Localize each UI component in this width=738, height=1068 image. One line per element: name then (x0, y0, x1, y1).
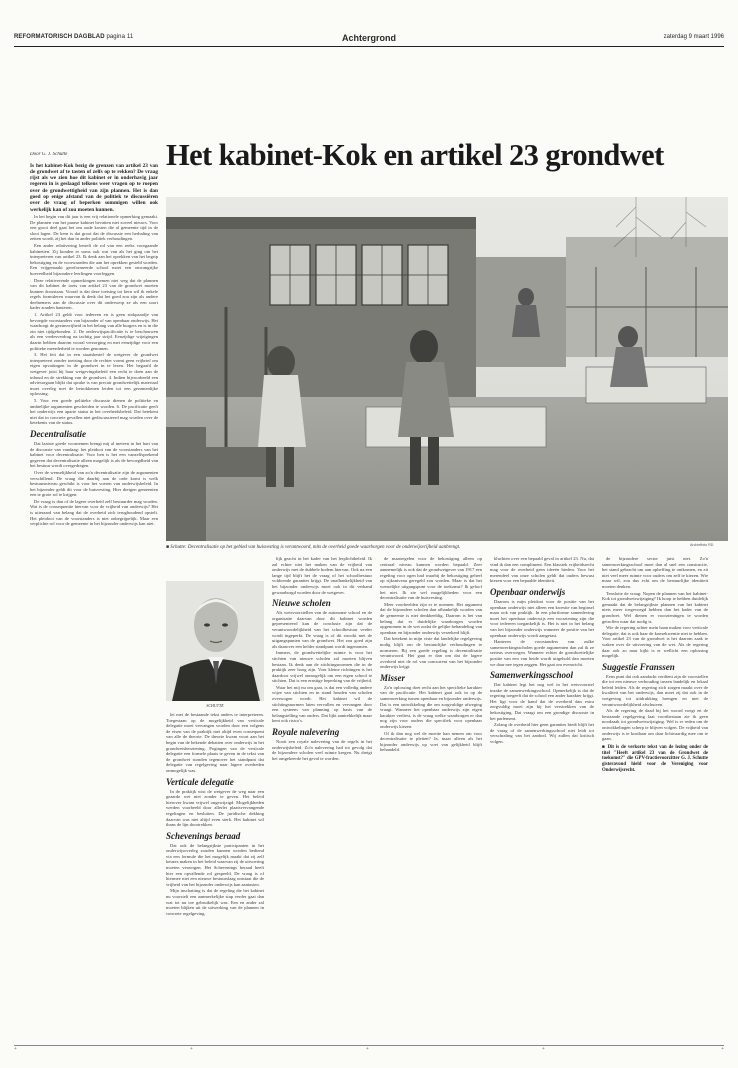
portrait-photo (166, 581, 264, 701)
paragraph: Als wetsvoorstellen van de autonome school en de organisatie daarvan door dit kabinet worden gepresenteerd kan de conclusie zijn dat de verantwoordelijkheid van het schoolbestuur verder wordt ingeperkt. De vraag is of dit strookt met de uitgangspunten van de grondwet. Het zou goed zijn als daarover een helder standpunt wordt ingenomen. (272, 610, 372, 649)
paragraph: In het begin van dit jaar is een vrij relationele opmerking gemaakt. De plannen van het paarse kabinet bevatten niet zoveel nieuws. Voor een groot deel gaat het om oude kosten die al gemeente tijd in de sloot lagen. De kern is dat groot dat de discussie een herhaling van zetten wordt, zij het dan in ander politiek verhoudingen. (30, 213, 158, 242)
subhead-nieuwe: Nieuwe scholen (272, 598, 331, 609)
paragraph: Zo'n oplossing doet recht aan het specifieke karakter van de pacificatie. Het kabinet gaat ook in op de samenwerking tussen openbaar en bijzonder onderwijs. Dat is een ontwikkeling die om zorgvuldige afweging vraagt. Wanneer het openbaar onderwijs zijn eigen karakter verliest, is de vraag welke waarborgen er dan nog zijn voor ouders die specifiek voor openbaar onderwijs kiezen. (380, 684, 482, 730)
column-5 (490, 556, 594, 1040)
masthead-rule (14, 46, 724, 47)
photo-caption: ■ Schutte: Decentralisatie op het gebied van huisvesting is verantwoord, mits de overheid goede waarborgen voor de onderwijsvrijheid aanbrengt. (166, 545, 461, 550)
subhead-decentralisatie: Decentralisatie (30, 428, 86, 439)
article-headline: Het kabinet-Kok en artikel 23 grondwet (166, 138, 664, 172)
paragraph: Daarom is mijn pleidooi voor de positie van het openbaar onderwijs niet alleen een kwestie van beginsel maar ook van praktijk. In een pluriforme samenleving moet het openbaar onderwijs een voorziening zijn die voor iedereen toegankelijk is. Het is niet in het belang van het bijzonder onderwijs wanneer de positie van het openbaar onderwijs wordt aangetast. (490, 598, 594, 638)
photo-credit: Archieffoto RD (690, 543, 714, 547)
page-number: pagina 11 (106, 34, 134, 40)
footer-rule (14, 1045, 724, 1046)
paragraph: 5. Voor een goede politieke discussie dienen de politieke en ambtelijke argumenten gescheiden te worden. 6. De pacificatie geeft het onderwijs een aparte status in het overheidsbeleid. Dat betekent niet dat in concrete gevallen niet gediscussieerd mag worden over de betekenis van de status. (30, 397, 158, 426)
paragraph: 3. Het feit dat in een staatsbestel de wetgever de grondwet interpreteert zonder toetsing door de rechter vormt geen vrijbrief om eigen opvattingen in de grondwet in te lezen. Het begaafd de wetgever juist bij haar wetgevingsbeleid een recht te doen aan de inhoud en de strekking van de grondwet. 4. Indien bijvoorbeeld een adviesorgaan blijkt dat sprake is van precair grondwettelijk materiaal moet overleg met de betrokkenen leiden tot een gezamenlijke oplossing. (30, 352, 158, 397)
registration-mark: + (190, 1047, 193, 1052)
registration-mark: + (366, 1047, 369, 1052)
paragraph: de bijzondere sector juist niet. Zo'n samenwerkingsschool moet dan al snel een constructie, het stand gebracht om aan opheffing te ontkomen, en zit niet veel meer ruimte voor ouders om zelf te kiezen. Wie maar wil, zou dus echt om de bestuurlijke identiteit moeten denken. (602, 556, 708, 589)
paragraph: Een ander relativering betreft de rol van een reeks voorgaande kabinetten. Zij konden er soms ook wat van als het ging om het interpreteren van artikel 23. Ik denk aan het oprekken van het begrip bekostiging en de voorwaarden die aan het oprekken gesteld worden. Een vrijgemaakt gereformeerde school moet een omvangrijke hoeveelheid bijzondere leerlingen voorleggen. (30, 242, 158, 276)
paragraph: In de praktijk wist de wetgever de weg naar een geaarde wet niet zonder te geven. Het beleid hierover kwam vrijwel ongewijzigd. Mogelijkheden werden voorbeeld door allerlei plaatsvervangende regelingen en besluiten. De juridische dekking daarvan was niet altijd even sterk. Het kabinet wil thans de lijn doortrekken. (166, 788, 264, 828)
registration-mark: + (542, 1047, 545, 1052)
subhead-verticale: Verticale delegatie (166, 776, 234, 787)
paragraph: 1. Artikel 23 geldt voor iedereen en is geen stokpaardje van bevoegde voorstanders van bijzonder of van openbaar onderwijs. Het waarborgt de gezinsvrijheid in het belang van alle burgers en is in die zin niet tijdgebonden. 2. De onderwijspacificatie is te beschouwen als een vredesverdrag na tachtig jaar strijd. Eenzijdige wijzigingen daarin hebben daarom vooral verzorging en met eenzijdige voor een politieke meerderheid te worden genomen. (30, 312, 158, 351)
subhead-royale: Royale nalevering (272, 727, 340, 738)
paragraph: Tenslotte de vraag: Nopen de plannen van het kabinet-Kok tot grondwetswijziging? Ik hoop te hebben duidelijk gemaakt dat de belangrijkste plannen van het kabinet niets meer toegevoegd hebben dan het kader van de grondwet. Wel dienen er voorzieningen te worden getroffen waar dat nodig is. (602, 590, 708, 624)
paragraph: Mijn inschatting is dat de regeling die het kabinet nu voorstelt een aanmerkelijke stap verder gaat dan wat tot nu toe gebruikelijk was. Een en ander zal moeten blijken uit de uitwerking van de plannen in concrete regelgeving. (166, 888, 264, 916)
paper-name: REFORMATORISCH DAGBLAD pagina 11 (14, 34, 134, 40)
schoolyard-photo (166, 197, 728, 541)
paragraph: Dat betekent in mijn visie dat landelijke regelgeving nodig blijft om de bestuurlijke verhoudingen te normeren. Bij een goede regeling is decentralisatie verantwoord. Het gaat er dan om dat de lagere overheid niet de rol van concurrent van het bijzonder onderwijs krijgt. (380, 636, 482, 670)
subhead-schevenings: Schevenings beraad (166, 830, 241, 841)
masthead (14, 34, 724, 46)
paragraph: De vraag is dan of de lagere overheid zelf bestuurder mag worden. Wat is de consequentie hiervan voor de vrijheid van onderwijs? Het is uiteraard van belang dat de overheid zich terughoudend opstelt. Het pleidooi van de voorstanders is niet onbegrijpelijk. Maar een verplichte rol voor de gemeente in het bijzonder onderwijs kan niet. (30, 498, 158, 527)
column-2 (166, 712, 264, 1040)
paragraph: lijk geacht in het kader van het lerplichtbeleid. Ik zal echter niet het maken van de vrijheid van onderwijs met de dubbele bodem hiervan. Ook na een lange tijd blijft het de vraag of het schoolbestuur voldoende garanties krijgt. De onafhankelijkheid van het bijzonder onderwijs moet ook in dit verband gewaarborgd worden door de wetgever. (272, 556, 372, 595)
subhead-samenwerking: Samenwerkingsschool (490, 670, 574, 681)
registration-mark: + (721, 1047, 724, 1052)
column-6 (602, 556, 708, 1040)
paragraph: Over de wenselijkheid van zo'n decentralisatie zijn de argumenten verschillend. De vraag die daarbij aan de orde komt is welk bestuursniveau geschikt is voor het voeren van onderwijsbeleid. In het bijzonder geldt dit voor de huisvesting. Hier dreigen gemeenten een te grote rol te krijgen. (30, 469, 158, 498)
paragraph: let met de bestaande tekst anders te interpreteren. Toegestaan op de mogelijkheid van verticale delegatie moet vervangen worden door een volgens de eisen van de praktijk met altijd even consequent van alle de theorie. De theorie kwam voort aan het begin van de bekende debatten over onderwijs in het grondwetsherziening. Pogingen van de verticale delegatie een formele plaats te geven in de tekst van de grondwet stonden tegenover het standpunt dat delegatie van regelgeving naar lagere overheden onmogelijk was. (166, 712, 264, 773)
registration-mark: + (14, 1047, 17, 1052)
paragraph: Meer voorbeelden zijn er te noemen. Het argument dat de bijzondere scholen dan afhankelijk worden van de gemeente is niet denkbeeldig. Daarom is het van belang dat er duidelijke waarborgen worden opgenomen in de wet zodat de gelijke behandeling van openbaar en bijzonder onderwijs verzekerd blijft. (380, 601, 482, 635)
paragraph: Nooit een royale nalevering van de regels in het onderwijsbeleid. Zo'n nalevering had tot gevolg dat de bijzondere scholen veel ruimte kregen. Nu dreigt het omgekeerde het geval te worden. (272, 739, 372, 761)
paragraph: Dat laatste goede voornemen brengt mij al meteen in het hart van de discussie van vandaag: het pleidooi van de voorstanders van het kabinet voor decentralisatie. Voor hen is het een vanzelfsprekend gegeven dat decentralisatie alleen mogelijk is als de bevoegdheid van het bestuur wordt overgedragen. (30, 440, 158, 469)
column-1 (30, 152, 158, 1040)
paragraph: Dat ook de belangrijkste participanten in het onderwijsoverleg zouden kunnen worden bediend via een formule die het mogelijk maakt dat zij zelf keuzes maken in het beleid waarvan zij de uitvoering moeten verzorgen. Het Schevenings beraad heeft hier een opvallende rol gespeeld. De vraag is of hiermee niet een nieuwe bestuurslaag ontstaat die de vrijheid van het bijzonder onderwijs kan aantasten. (166, 842, 264, 887)
subhead-franssen: Suggestie Franssen (602, 661, 675, 672)
paragraph: Wie de regering achter mein baan maken voor verticale delegatie, dat is ook haar de konsekwentie niet te hebben. Voor artikel 23 van de grondwet is het daarom zaak te waken over de uitvoering van de wet. Als de regering daar ook zo naar kijkt is er wellicht een oplossing mogelijk. (602, 625, 708, 659)
paragraph: kluchten over een bepaald geval in artikel 23. Nu, dat vind ik dan een compliment. Een klassiek vrijheidsrecht mag voor de overheid geen ideeën bieden. Voor het merendeel van onze scholen geldt dat ouders bewust kiezen voor een bepaalde identiteit. (490, 556, 594, 584)
paragraph: Als de regering de daad bij het woord voegt en de bestaande regelgeving laat voortbestaan zie ik geen noodzaak tot grondwetswijziging. Wel is er reden om de ontwikkelingen scherp te blijven volgen. De vrijheid van onderwijs is te kostbaar om daar lichtvaardig mee om te gaan. (602, 708, 708, 742)
paragraph: Zolang de overheid hier geen garanties biedt blijft het de vraag of de samenwerkingsschool niet leidt tot verschraling van het aanbod. Wij zullen dat kritisch volgen. (490, 722, 594, 745)
paragraph: Immers, de grondwettelijke ruimte is voor het stichten van nieuwe scholen zal moeten blijven bestaan. Ik denk aan de stichtingsnormen die in de praktijk zeer hoog zijn. Voor kleine richtingen is het daardoor vrijwel onmogelijk om een eigen school te stichten. Dat is een ernstige beperking van de vrijheid. (272, 650, 372, 684)
issue-date: zaterdag 9 maart 1996 (663, 34, 724, 40)
subhead-misser: Misser (380, 672, 406, 683)
footer-registration-marks (14, 1047, 724, 1057)
paragraph: Of ik dan nog wel de moeite kan nemen om voor decentralisatie te pleiten? Ja, maar alleen als het bijzonder onderwijs op voet van gelijkheid blijft behandeld. (380, 730, 482, 753)
column-4 (380, 556, 482, 1040)
article-lead: Is het kabinet-Kok bezig de grenzen van artikel 23 van de grondwet af te tasten of zelfs op te rekken? De vraag rijst als we zien hoe dit kabinet er in onderhavig jaar regeren in is geslaagd telkens weer vragen op te roepen over de grondwettigheid van zijn plannen. Het is dan goed op enige afstand van de politiek te discussiëren over de vraag of beperken sommigen willen ook werkelijk kan of zou moeten kunnen. (30, 162, 158, 213)
column-3 (272, 556, 372, 1040)
paragraph: Deze relativerende opmerkingen nemen niet weg dat de plannen van dit kabinet de toets van artikel 23 van de grondwet moeten kunnen doorstaan. Vooraf is dat deze toetsing tot kern wil ik enkele regels formuleren waarvan ik denk dat het goed zou zijn als andere deelnemers aan de discussie over dit onderwerp ze als een soort kader zouden hanteren. (30, 277, 158, 311)
section-title: Achtergrond (342, 33, 396, 43)
paragraph: Hanteren de voorstanders van zulke samenwerkingsscholen goede argumenten dan zal ik ze serieus overwegen. Wanneer echter de grondwettelijke positie van een van beide wordt uitgehold dan moeten we daar nee tegen zeggen. Het gaat om evenwicht. (490, 639, 594, 667)
paragraph: Dat kabinet legt het nog wel in het wetsvoorstel inzake de samenwerkingsschool. Opmerkelijk is dat de regering toegeeft dat de school een ander karakter krijgt. Het ligt voor de hand dat de overheid dan extra zorgvuldig moet zijn bij het verstrekken van de bekostiging. Dat vraagt om een grondige discussie in het parlement. (490, 682, 594, 721)
paragraph: de maatregelen voor de bekostiging alleen op centraal niveau kunnen worden bepaald. Zeer aannemelijk is ook dat de grondwetgever van 1917 een regeling voor ogen had waarbij de bekostiging geheel op rijksniveau geregeld zou worden. Maar is dat het wenselijke uitgangspunt voor de toekomst? Ik geloof het niet. Ik zie wel mogelijkheden voor een decentralisatie van de huisvesting. (380, 556, 482, 601)
paragraph: Eens punt dat ook aandacht verdient zijn de voorstellen die tot een nieuwe verhouding tussen landelijk en lokaal beleid leiden. Als de regering zich zorgen maakt over de kwaliteit van het onderwijs, dan moet zij dat ook in de wetgeving tot uitdrukking brengen en niet de verantwoordelijkheid afschuiven. (602, 673, 708, 707)
paragraph: Waar het mij nu om gaat, is dat een volledig andere wijze van stichten en in stand houden van scholen overwogen wordt. Het kabinet wil de stichtingsnormen laten vervallen en vervangen door een systeem van planning op basis van de belangstelling van ouders. Dat lijkt aantrekkelijk maar kent ook risico's. (272, 684, 372, 724)
portrait-label: SCHUTTE (206, 703, 224, 708)
footnote: ■ Dit is de verkorte tekst van de lezing onder de titel "Heeft artikel 23 van de Grondwet de toekomst?" die GPV-fractievoorzitter G. J. Schutte gisteravond hield voor de Vereniging voor Onderwijsrecht. (602, 744, 708, 773)
byline: Door G. J. Schutte (30, 152, 68, 157)
subhead-openbaar: Openbaar onderwijs (490, 586, 566, 597)
